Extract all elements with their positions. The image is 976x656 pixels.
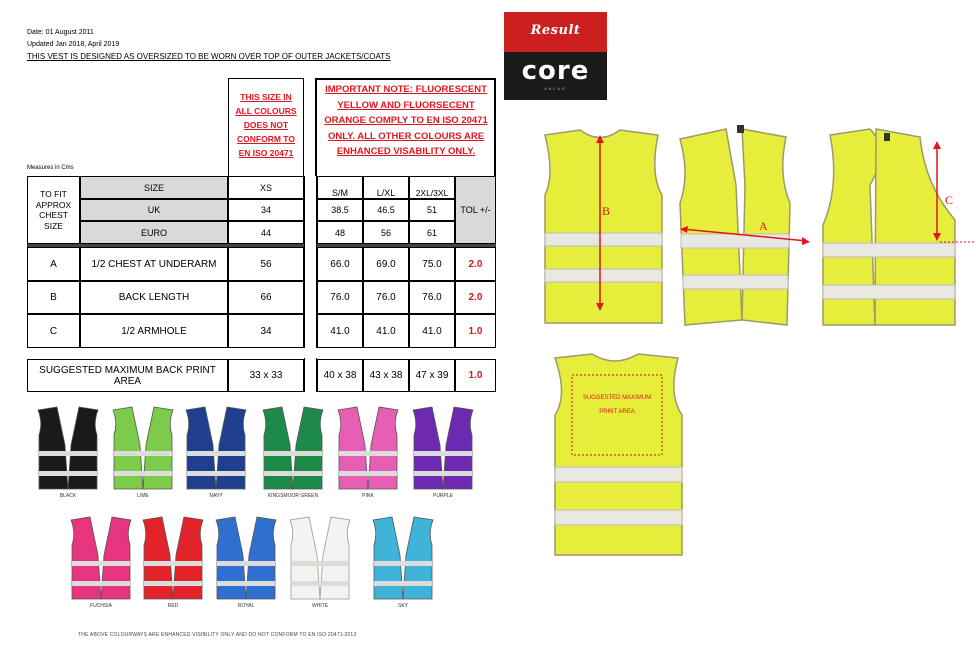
colourway-label: ROYAL — [237, 603, 255, 609]
row-a-lxl: 69.0 — [363, 247, 409, 281]
row-b-name: BACK LENGTH — [80, 281, 228, 314]
tol-label: TOL +/- — [455, 176, 496, 244]
row-c-code: C — [27, 314, 80, 348]
vest-front-view — [680, 125, 790, 325]
row-b-lxl: 76.0 — [363, 281, 409, 314]
colourway-label: KINGSMOOR GREEN — [267, 493, 319, 499]
row-a-sm: 66.0 — [317, 247, 363, 281]
euro-2xl3xl: 61 — [409, 221, 455, 244]
oversize-note: THIS VEST IS DESIGNED AS OVERSIZED TO BE WORN OVER TOP OF OUTER JACKETS/COATS — [27, 52, 391, 61]
logo-tag: VALUE — [544, 86, 567, 91]
row-c-xs: 34 — [228, 314, 304, 348]
euro-lxl: 56 — [363, 221, 409, 244]
result-core-logo — [504, 12, 607, 100]
row-a-xs: 56 — [228, 247, 304, 281]
colourway-vest-black — [35, 405, 101, 491]
row-a-name: 1/2 CHEST AT UNDERARM — [80, 247, 228, 281]
row-a-2xl3xl: 75.0 — [409, 247, 455, 281]
footer-note: THE ABOVE COLOURWAYS ARE ENHANCED VISIBILITY ONLY AND DO NOT CONFORM TO EN ISO 20471:2013 — [78, 632, 357, 638]
measures-label: Measures in Cms — [27, 165, 74, 171]
logo-core: core — [521, 56, 590, 86]
row-c-name: 1/2 ARMHOLE — [80, 314, 228, 348]
hiviz-vest-photos — [540, 125, 976, 330]
date-line: Date: 01 August 2011 — [27, 29, 94, 36]
colourway-label: PURPLE — [432, 493, 453, 499]
logo-brand: Result — [530, 23, 581, 38]
size-label: SIZE — [80, 176, 228, 199]
euro-xs: 44 — [228, 221, 304, 244]
colourway-vest-royal — [213, 515, 279, 601]
measure-a-label: A — [759, 219, 768, 233]
row-c-lxl: 41.0 — [363, 314, 409, 348]
print-area-tol: 1.0 — [455, 359, 496, 392]
xs-note: THIS SIZE IN ALL COLOURS DOES NOT CONFORM TO EN ISO 20471 — [235, 92, 297, 158]
important-note-box — [315, 78, 496, 176]
colourway-vest-pink — [335, 405, 401, 491]
row-b-sm: 76.0 — [317, 281, 363, 314]
size-lxl: L/XL — [363, 176, 409, 199]
uk-lxl: 46.5 — [363, 199, 409, 221]
colourway-label: FUCHSIA — [90, 603, 112, 609]
row-b-2xl3xl: 76.0 — [409, 281, 455, 314]
colourway-vest-sky — [370, 515, 436, 601]
row-a-code: A — [27, 247, 80, 281]
colourway-label: NAVY — [209, 493, 223, 499]
to-fit-label: TO FIT APPROX CHEST SIZE — [27, 176, 80, 244]
row-b-code: B — [27, 281, 80, 314]
vest-print-area-view — [550, 350, 690, 560]
row-b-tol: 2.0 — [455, 281, 496, 314]
colourway-label: SKY — [397, 603, 408, 609]
uk-sm: 38.5 — [317, 199, 363, 221]
uk-label: UK — [80, 199, 228, 221]
colourway-label: LIME — [137, 493, 149, 499]
size-table — [27, 176, 496, 392]
size-xs: XS — [228, 176, 304, 199]
colourway-vest-kingsmoor-green — [260, 405, 326, 491]
euro-label: EURO — [80, 221, 228, 244]
vest-back-view — [545, 130, 662, 323]
print-area-sm: 40 x 38 — [317, 359, 363, 392]
print-area-xs: 33 x 33 — [228, 359, 304, 392]
size-sm: S/M — [317, 176, 363, 199]
colourway-label: PINK — [362, 493, 374, 499]
measure-b-label: B — [602, 204, 611, 218]
colourway-label: RED — [167, 603, 179, 609]
measure-c-label: C — [945, 193, 954, 207]
colourway-label: WHITE — [311, 603, 329, 609]
important-note: IMPORTANT NOTE: FLUORESCENT YELLOW AND FLUORSECENT ORANGE COMPLY TO EN ISO 20471 ONLY. ALL OTHER COLOURS ARE ENHANCED VISABILITY ONLY. — [324, 84, 488, 157]
updated-line: Updated Jan 2018, April 2019 — [27, 41, 120, 48]
colourway-label: BLACK — [59, 493, 77, 499]
colourway-vest-navy — [183, 405, 249, 491]
uk-xs: 34 — [228, 199, 304, 221]
xs-note-box — [228, 78, 304, 176]
row-c-sm: 41.0 — [317, 314, 363, 348]
vest-side-view — [823, 129, 955, 325]
print-area-text: SUGGESTED MAXIMUM PRINT AREA — [582, 395, 652, 415]
colourway-vest-purple — [410, 405, 476, 491]
size-2xl3xl: 2XL/3XL — [409, 176, 455, 199]
colourway-vest-red — [140, 515, 206, 601]
print-area-lxl: 43 x 38 — [363, 359, 409, 392]
row-c-tol: 1.0 — [455, 314, 496, 348]
colourway-vest-white — [287, 515, 353, 601]
colourway-vest-fuchsia — [68, 515, 134, 601]
print-area-2xl3xl: 47 x 39 — [409, 359, 455, 392]
row-a-tol: 2.0 — [455, 247, 496, 281]
uk-2xl3xl: 51 — [409, 199, 455, 221]
colourway-vest-lime — [110, 405, 176, 491]
row-b-xs: 66 — [228, 281, 304, 314]
euro-sm: 48 — [317, 221, 363, 244]
row-c-2xl3xl: 41.0 — [409, 314, 455, 348]
print-area-name: SUGGESTED MAXIMUM BACK PRINT AREA — [27, 359, 228, 392]
